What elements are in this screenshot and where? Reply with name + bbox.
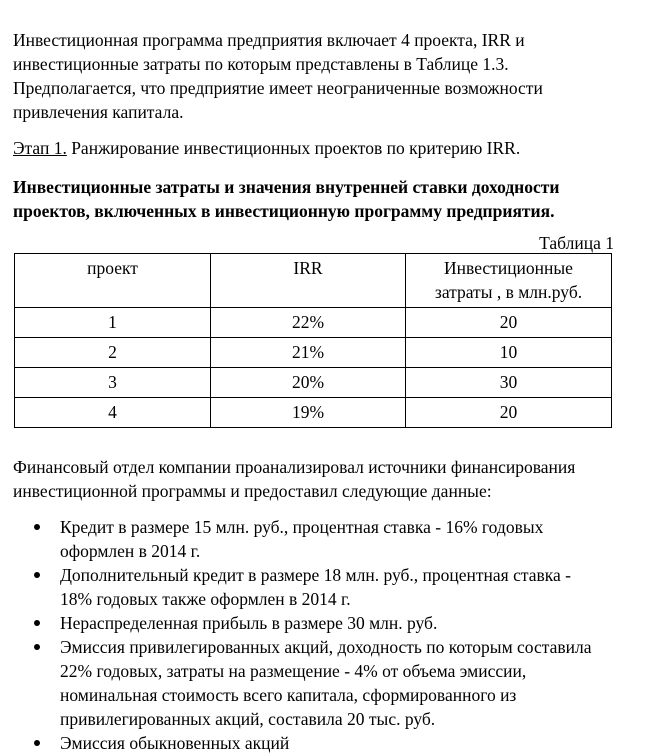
bullet-icon	[34, 524, 40, 530]
cell: 1	[15, 308, 211, 338]
text-line: Предполагается, что предприятие имеет неограниченные возможности	[13, 78, 543, 98]
text-line: Финансовый отдел компании проанализировал источники финансирования	[13, 457, 576, 477]
cell: 30	[406, 368, 612, 398]
list-item	[0, 611, 640, 635]
text-line: инвестиционной программы и предоставил следующие данные:	[13, 481, 492, 501]
text-line: Эмиссия обыкновенных акций	[60, 733, 290, 753]
header-line: затраты , в млн.руб.	[434, 282, 583, 302]
text-line: оформлен в 2014 г.	[60, 541, 201, 561]
list-item	[0, 635, 640, 731]
table-header-row	[15, 254, 612, 308]
stage-text: Ранжирование инвестиционных проектов по критерию IRR.	[66, 138, 521, 158]
bullet-icon	[34, 572, 40, 578]
list-item	[0, 563, 640, 611]
cell: 22%	[211, 308, 406, 338]
cell: 2	[15, 338, 211, 368]
cell: 3	[15, 368, 211, 398]
header-irr: IRR	[211, 254, 406, 308]
bullet-icon	[34, 620, 40, 626]
text-line: Инвестиционная программа предприятия включает 4 проекта, IRR и	[13, 30, 525, 50]
cell: 19%	[211, 398, 406, 428]
text-line: инвестиционные затраты по которым представлены в Таблице 1.3.	[13, 54, 509, 74]
projects-table	[14, 253, 612, 428]
text-line: привилегированных акций, составила 20 тыс. руб.	[60, 709, 436, 729]
text-line: Нераспределенная прибыль в размере 30 млн. руб.	[60, 613, 438, 633]
cell: 20%	[211, 368, 406, 398]
header-project: проект	[15, 254, 211, 308]
table-row	[15, 398, 612, 428]
heading-line: Инвестиционные затраты и значения внутренней ставки доходности	[13, 177, 560, 197]
table-caption: Таблица 1	[539, 233, 614, 253]
bullet-icon	[34, 644, 40, 650]
text-line: привлечения капитала.	[13, 102, 184, 122]
text-line: Эмиссия привилегированных акций, доходность по которым составила	[60, 637, 592, 657]
financing-sources-list	[0, 515, 640, 755]
table-row	[15, 308, 612, 338]
cell: 10	[406, 338, 612, 368]
finance-paragraph	[13, 455, 643, 503]
header-investment	[406, 254, 612, 308]
text-line: Кредит в размере 15 млн. руб., процентная ставка - 16% годовых	[60, 517, 544, 537]
cell: 21%	[211, 338, 406, 368]
table-row	[15, 368, 612, 398]
text-line: номинальная стоимость всего капитала, сформированного из	[60, 685, 517, 705]
text-line: 18% годовых также оформлен в 2014 г.	[60, 589, 351, 609]
table-heading	[13, 175, 643, 223]
cell: 20	[406, 308, 612, 338]
heading-line: проектов, включенных в инвестиционную программу предприятия.	[13, 201, 555, 221]
list-item	[0, 515, 640, 563]
stage-paragraph	[13, 136, 643, 160]
cell: 20	[406, 398, 612, 428]
bullet-icon	[34, 740, 40, 746]
list-item	[0, 731, 640, 755]
header-line: Инвестиционные	[444, 258, 573, 278]
text-line: 22% годовых, затраты на размещение - 4% от объема эмиссии,	[60, 661, 527, 681]
stage-label: Этап 1.	[13, 138, 67, 158]
intro-paragraph	[13, 28, 643, 124]
table-row	[15, 338, 612, 368]
cell: 4	[15, 398, 211, 428]
text-line: Дополнительный кредит в размере 18 млн. руб., процентная ставка -	[60, 565, 571, 585]
